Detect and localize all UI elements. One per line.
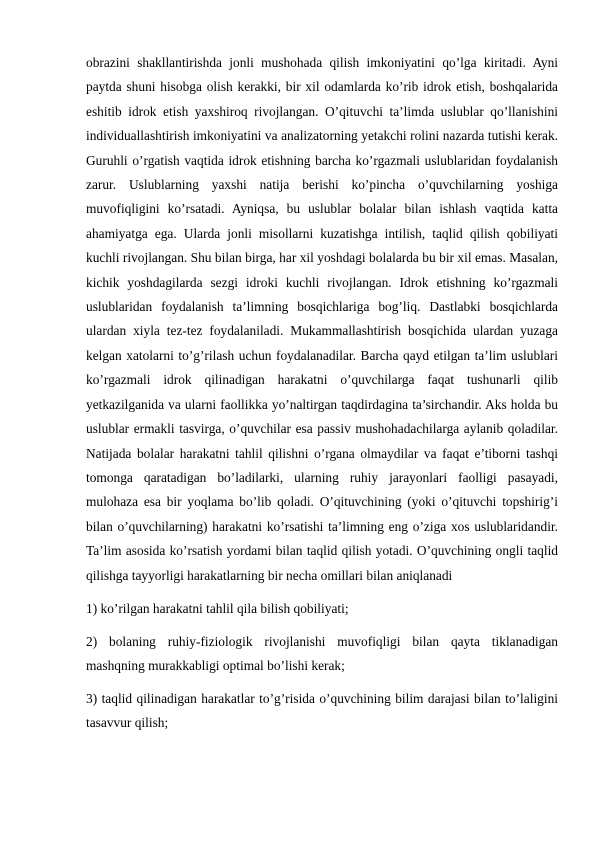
list-item-3: 3) taqlid qilinadigan harakatlar to’g’risida o’quvchining bilim darajasi bilan to’laligini tasavvur qilish;	[86, 690, 558, 731]
page-body	[86, 51, 558, 736]
body-paragraph: obrazini shakllantirishda jonli mushohada qilish imkoniyatini qo’lga kiritadi. Ayni paytda shuni hisobga olish kerakki, bir xil odamlarda ko’rib idrok etish, boshqalarida eshitib idrok etish yaxshiroq rivojlangan. O’qituvchi ta’limda uslublar qo’llanishini individuallashtirish imkoniyatini va analizatorning yetakchi rolini nazarda tutishi kerak. Guruhli o’rgatish vaqtida idrok etishning barcha ko’rgazmali uslublaridan foydalanish zarur. Uslublarning yaxshi natija berishi ko’pincha o’quvchilarning yoshiga muvofiqligini ko’rsatadi. Ayniqsa, bu uslublar bolalar bilan ishlash vaqtida katta ahamiyatga ega. Ularda jonli misollarni kuzatishga intilish, taqlid qilish qobiliyati kuchli rivojlangan. Shu bilan birga, har xil yoshdagi bolalarda bu bir xil emas. Masalan, kichik yoshdagilarda sezgi idroki kuchli rivojlangan. Idrok etishning ko’rgazmali uslublaridan foydalanish ta’limning bosqichlariga bog’liq. Dastlabki bosqichlarda ulardan xiyla tez-tez foydalaniladi. Mukammallashtirish bosqichida ulardan yuzaga kelgan xatolarni to’g’rilash uchun foydalanadilar. Barcha qayd etilgan ta’lim uslublari ko’rgazmali idrok qilinadigan harakatni o’quvchilarga faqat tushunarli qilib yetkazilganida va ularni faollikka yo’naltirgan taqdirdagina ta’sirchandir. Aks holda bu uslublar ermakli tasvirga, o’quvchilar esa passiv mushohadachilarga aylanib qoladilar. Natijada bolalar harakatni tahlil qilishni o’rgana olmaydilar va faqat e’tiborni tashqi tomonga qaratadigan bo’ladilarki, ularning ruhiy jarayonlari faolligi pasayadi, mulohaza esa bir yoqlama bo’lib qoladi. O’qituvchining (yoki o’qituvchi topshirig’i bilan o’quvchilarning) harakatni ko’rsatishi ta’limning eng o’ziga xos uslublaridandir. Ta’lim asosida ko’rsatish yordami bilan taqlid qilish yotadi. O’quvchining ongli taqlid qilishga tayyorligi harakatlarning bir necha omillari bilan aniqlanadi	[86, 55, 558, 583]
list-item-1: 1) ko’rilgan harakatni tahlil qila bilish qobiliyati;	[86, 600, 349, 616]
list-item-2: 2) bolaning ruhiy-fiziologik rivojlanishi muvofiqligi bilan qayta tiklanadigan mashqning murakkabligi optimal bo’lishi kerak;	[86, 633, 558, 673]
